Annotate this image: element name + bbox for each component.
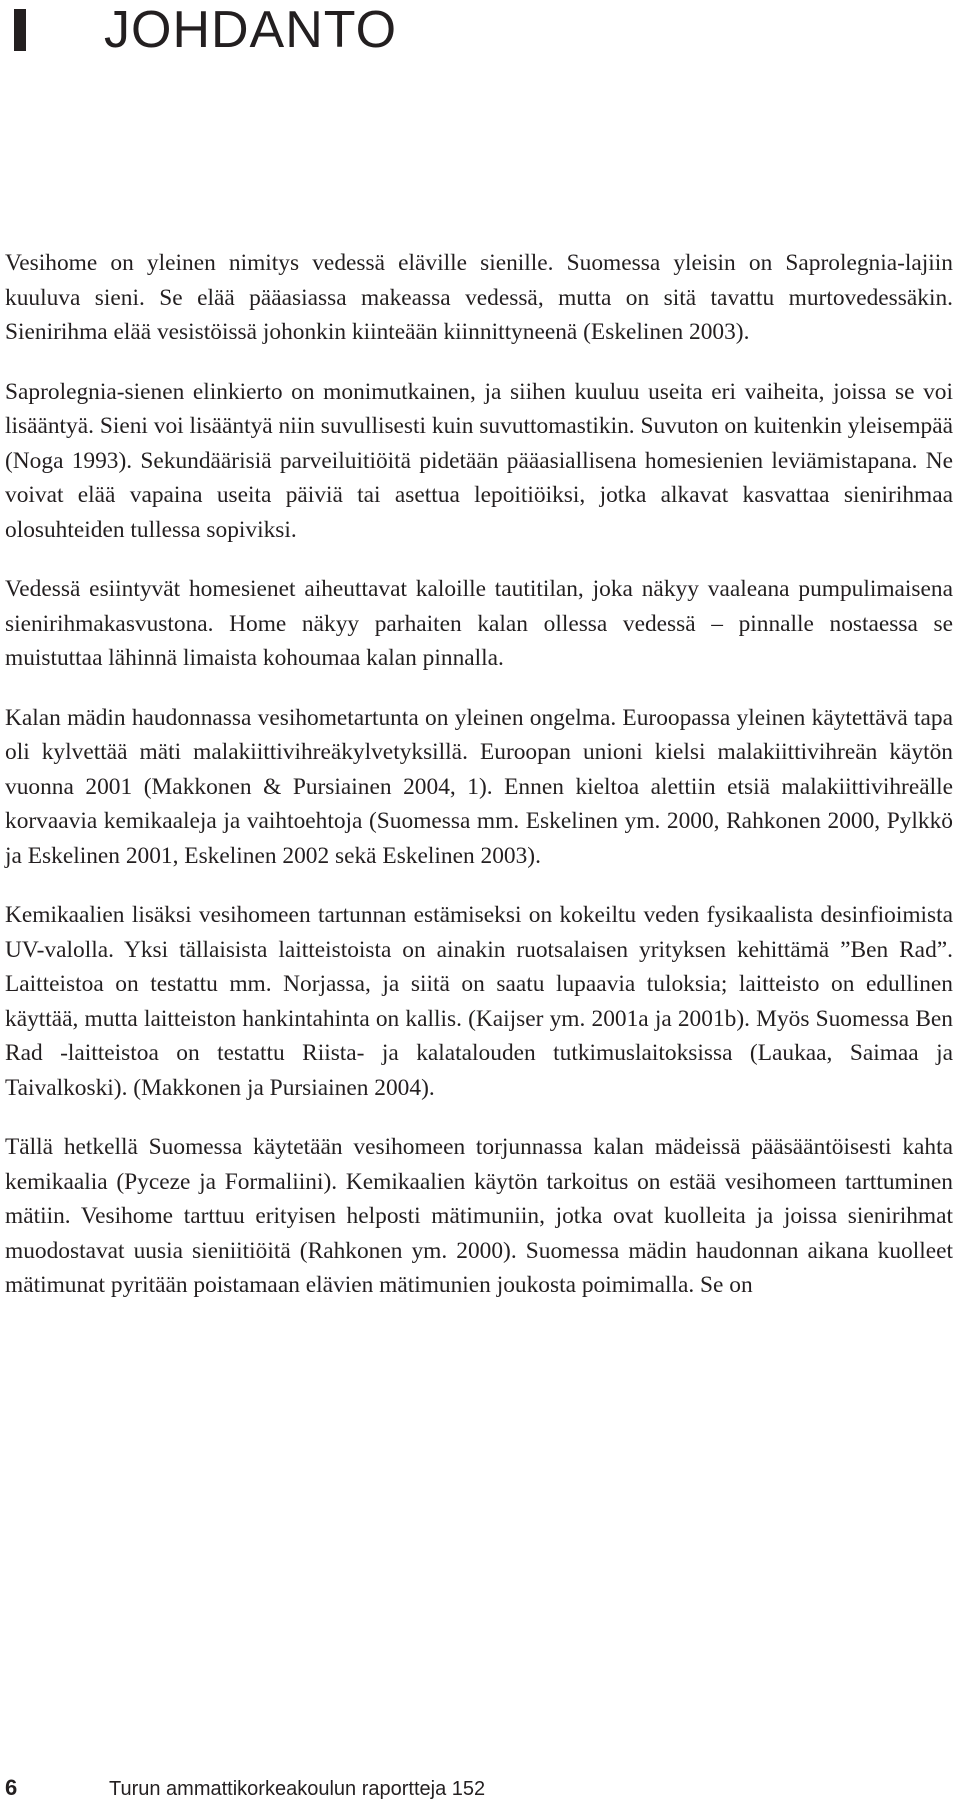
paragraph: Vesihome on yleinen nimitys vedessä eläville sienille. Suomessa yleisin on Saprolegnia-lajiin kuuluva sieni. Se elää pääasiassa makeassa vedessä, mutta on sitä tavattu murtovedessäkin. Sienirihma elää vesistöissä johonkin kiinteään kiinnittyneenä (Eskelinen 2003). [5,250,953,345]
body-text [5,246,953,1328]
paragraph: Kemikaalien lisäksi vesihomeen tartunnan estämiseksi on kokeiltu veden fysikaalista desinfioimista UV-valolla. Yksi tällaisista laitteistoista on ainakin ruotsalaisen yrityksen kehittämä ”Ben Rad”. Laitteistoa on testattu mm. Norjassa, ja siitä on saatu lupaavia tuloksia; laitteisto on edullinen käyttää, mutta laitteiston hankintahinta on kallis. (Kaijser ym. 2001a ja 2001b). Myös Suomessa Ben Rad -laitteistoa on testattu Riista- ja kalatalouden tutkimuslaitoksissa (Laukaa, Saimaa ja Taivalkoski). (Makkonen ja Pursiainen 2004). [5,902,953,1101]
page-number: 6 [5,1775,18,1800]
paragraph: Tällä hetkellä Suomessa käytetään vesihomeen torjunnassa kalan mädeissä pääsääntöisesti kahta kemikaalia (Pyceze ja Formaliini). Kemikaalien käytön tarkoitus on estää vesihomeen tarttuminen mätiin. Vesihome tarttuu erityisen helposti mätimuniin, jotka ovat kuolleita ja joissa sienirihmat muodostavat uusia sieniitiöitä (Rahkonen ym. 2000). Suomessa mädin haudonnan aikana kuolleet mätimunat pyritään poistamaan elävien mätimunien joukosta poimimalla. Se on [5,1134,953,1298]
chapter-header [14,0,397,60]
chapter-marker-bar [14,9,26,51]
paragraph: Vedessä esiintyvät homesienet aiheuttavat kaloille tautitilan, joka näkyy vaaleana pumpulimaisena sienirihmakasvustona. Home näkyy parhaiten kalan ollessa vedessä – pinnalle nostaessa se muistuttaa lähinnä limaista kohoumaa kalan pinnalla. [5,576,953,671]
chapter-title: JOHDANTO [104,1,398,59]
publication-title: Turun ammattikorkeakoulun raportteja 152 [109,1778,486,1800]
page-footer [5,1775,485,1801]
paragraph: Kalan mädin haudonnassa vesihometartunta on yleinen ongelma. Euroopassa yleinen käytettävä tapa oli kylvettää mäti malakiittivihreäkylvetyksillä. Euroopan unioni kielsi malakiittivihreän käytön vuonna 2001 (Makkonen & Pursiainen 2004, 1). Ennen kieltoa alettiin etsiä malakiittivihreälle korvaavia kemikaaleja ja vaihtoehtoja (Suomessa mm. Eskelinen ym. 2000, Rahkonen 2000, Pylkkö ja Eskelinen 2001, Eskelinen 2002 sekä Eskelinen 2003). [5,704,953,869]
paragraph: Saprolegnia-sienen elinkierto on monimutkainen, ja siihen kuuluu useita eri vaiheita, joissa se voi lisääntyä. Sieni voi lisääntyä niin suvullisesti kuin suvuttomastikin. Suvuton on kuitenkin yleisempää (Noga 1993). Sekundäärisiä parveiluitiöitä pidetään pääasiallisena homesienien leviämistapana. Ne voivat elää vapaina useita päiviä tai asettua lepoitiöiksi, jotka alkavat kasvattaa sienirihmaa olosuhteiden tullessa sopiviksi. [5,378,953,543]
